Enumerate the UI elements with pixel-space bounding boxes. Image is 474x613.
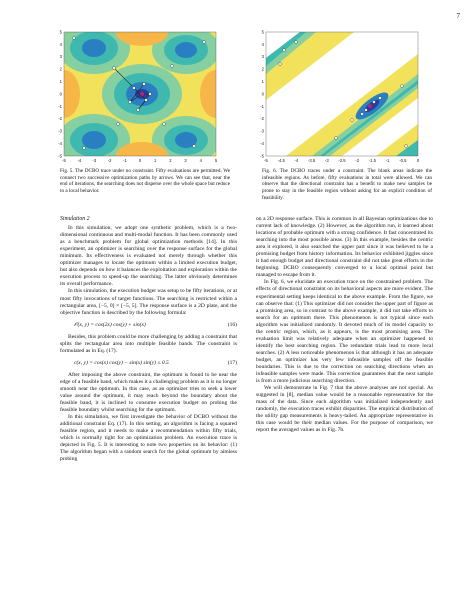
equation-17	[60, 360, 237, 367]
x-tick-label: -2	[355, 158, 360, 163]
x-tick-label: -4.5	[277, 158, 285, 163]
paragraph: In this simulation, we adopt one synthetic problem, which is a two-dimensional continuous and multi-modal function. It has been commonly used as a benchmark problem for global optimization methods [14]. In this experiment, an optimizer is searching over the response surface for the global minimum. Its effectiveness is evaluated not merely through whether this optimizer manages to locate the optimum within a limited execution budget, but also depends on how it balances the exploitation and exploration within the execution process to speed-up the searching. The latter obviously determines its overall performance.	[60, 225, 237, 288]
y-tick-label: 5	[261, 29, 264, 35]
x-tick-label: -5	[62, 158, 66, 163]
y-tick-label: -2	[260, 116, 264, 122]
x-tick-label: 1	[154, 158, 157, 163]
y-tick-label: -4	[260, 141, 264, 146]
x-tick-label: 5	[214, 158, 218, 163]
paragraph: After imposing the above constraint, the optimum is found to be near the edge of a feasible band, which makes it a challenging problem as it is no longer smooth near the optimum. In this case, as an optimizer tries to seek a lower value around the optimum, it may reach beyond the boundary about the feasible band, it is inclined to consume execution budget on probing the feasible boundary whilst searching for the optimum.	[60, 371, 237, 414]
y-tick-label: 0	[261, 91, 264, 97]
x-tick-label: -2	[107, 158, 112, 163]
y-tick-label: -4	[58, 141, 62, 146]
y-tick-label: -5	[58, 153, 62, 159]
x-tick-label: -4	[294, 158, 299, 163]
x-tick-label: 2	[169, 158, 172, 163]
x-tick-label: -3	[92, 158, 97, 163]
x-tick-label: -3	[324, 158, 329, 163]
x-tick-label: 0	[416, 158, 420, 163]
y-tick-label: 4	[261, 41, 264, 47]
section-heading: Simulation 2	[60, 216, 90, 222]
y-tick-label: -2	[58, 116, 62, 122]
y-tick-label: 2	[59, 66, 62, 72]
y-tick-label: 1	[59, 79, 62, 84]
page-number: 7	[456, 12, 460, 20]
x-tick-label: -5	[264, 158, 268, 163]
equation-16-number: (16)	[227, 321, 237, 328]
x-tick-label: 0	[138, 158, 142, 163]
equation-16-formula: 𝒪(x, y) = cos(2x) cos(y) + sin(x)	[74, 321, 146, 328]
y-tick-label: -3	[260, 128, 264, 134]
x-tick-label: -3.5	[307, 158, 316, 163]
paragraph: In this simulation, the execution budget was setup to be fifty iterations, or at most fifty invocations of target functions. The searching is restricted within a rectangular area, [−5, 0] × [−5, 5]. The response surface is a 2D plate, and the objective function is described by the following formula:	[60, 288, 237, 316]
y-tick-label: 3	[59, 54, 62, 60]
y-tick-label: 5	[59, 29, 62, 35]
y-tick-label: -1	[58, 103, 62, 109]
y-tick-label: 3	[261, 54, 264, 60]
y-tick-label: 4	[59, 41, 62, 47]
paragraph: In this simulation, we first investigate the behavior of DCBO without the additional constraint Eq. (17). In this setting, an algorithm is facing a squared feasible region, and it needs to make a recommendation within fifty trials, which is normally tight for an optimization problem. An execution trace is depicted in Fig. 5. It is interesting to note two properties on its behavior: (1) The algorithm began with a random search for the global optimum by aimless probing	[60, 414, 237, 463]
figure-6-caption: Fig. 6. The DCBO traces under a constraint. The blank areas indicate the infeasible regions. As before, fifty evaluations in total were allowed. We can observe that the directional constraint has a benefit to make new samples be prone to stay in the feasible region without asking for an explicit condition of feasibility.	[262, 168, 432, 201]
figure-5-caption: Fig. 5. The DCBO trace under no constraint. Fifty evaluations are permitted. We connect two successive optimization paths by arrows. We can see that, near the end of iterations, the searching does not disperse over the whole space but reduce to a local behavior.	[60, 168, 230, 195]
x-tick-label: 4	[199, 158, 202, 163]
y-tick-label: -1	[260, 103, 264, 109]
paragraph: We will demonstrate in Fig. 7 that the above analyses are not special. As suggested in [8], median value would be a reasonable representative for the mass of the data. Since each algorithm was initialized independently and randomly, the execution traces exhibit disparities. The empirical distribution of the utility gap measurements is heavy-tailed. An appropriate representative in this case would be their median values. For the purpose of comparison, we report the averaged values as in Fig. 7b.	[256, 385, 433, 434]
right-column	[256, 216, 433, 434]
paragraph: In Fig. 6, we elucidate an execution trace on the constrained problem. The effects of directional constraint on its behavioral aspects are more evident. The experimental setting keeps identical to the above example. From the figure, we can observe that: (1) This optimizer did not consider the upper part of figure as a promising area, so in contrast to the above example, it did not take efforts to search for an optimum there. This phenomenon is not typical since each algorithm was initialized randomly. It devoted much of its model capacity to the centric region, which, as it appears, is the most promising area. The evaluation limit was relatively adequate when an optimizer happened to identify the best searching region. The redundant trials lead to more local searches. (2) A less noticeable phenomenon is that although it has an adequate budget, an optimizer has very few infeasible samples off the feasible boundaries. This is due to the correction on searching directions when an infeasible samples were made. This correction guarantees that the next sample is from a more judicious searching direction.	[256, 279, 433, 385]
y-tick-label: -5	[260, 153, 264, 159]
equation-16	[60, 322, 237, 329]
y-tick-label: 2	[261, 66, 264, 72]
x-tick-label: -4	[77, 158, 82, 163]
equation-17-formula: c(x, y) = cos(x) cos(y) − sin(x) sin(y) ≤ 0.5	[74, 359, 169, 366]
paragraph: on a 2D response surface. This is common in all Bayesian optimizations due to current lack of knowledge. (2) However, as the algorithm run, it learned about locations of probable optimum with a strong confidence. It fast concentrated its searching into the most possible areas. (3) In this example, besides the centric area it explored, it also searched the upper part since it was believed to be a promising budget from history information. Its behavior exhibited jiggles since it had enough budget and directional constraint did not take great efforts in the beginning. DCBO consequently converged to a local optimal point but managed to escape from it.	[256, 216, 433, 279]
figure-6-contour-plot	[256, 28, 424, 166]
y-tick-label: -3	[58, 128, 62, 134]
x-tick-label: -1	[122, 158, 127, 163]
y-tick-label: 1	[261, 79, 264, 84]
figure-5-contour-plot	[54, 28, 222, 166]
paragraph: Besides, this problem could be more challenging by adding a constraint that splits the rectangular area into multiple feasible bands. The constraint is formulated as in Eq. (17).	[60, 333, 237, 354]
y-tick-label: 0	[59, 91, 62, 97]
equation-17-number: (17)	[227, 359, 237, 366]
x-tick-label: 3	[184, 158, 187, 163]
x-tick-label: -1.5	[368, 158, 377, 163]
x-tick-label: -1	[385, 158, 390, 163]
left-column	[60, 216, 237, 464]
x-tick-label: -2.5	[338, 158, 346, 163]
x-tick-label: -0.5	[399, 158, 407, 163]
